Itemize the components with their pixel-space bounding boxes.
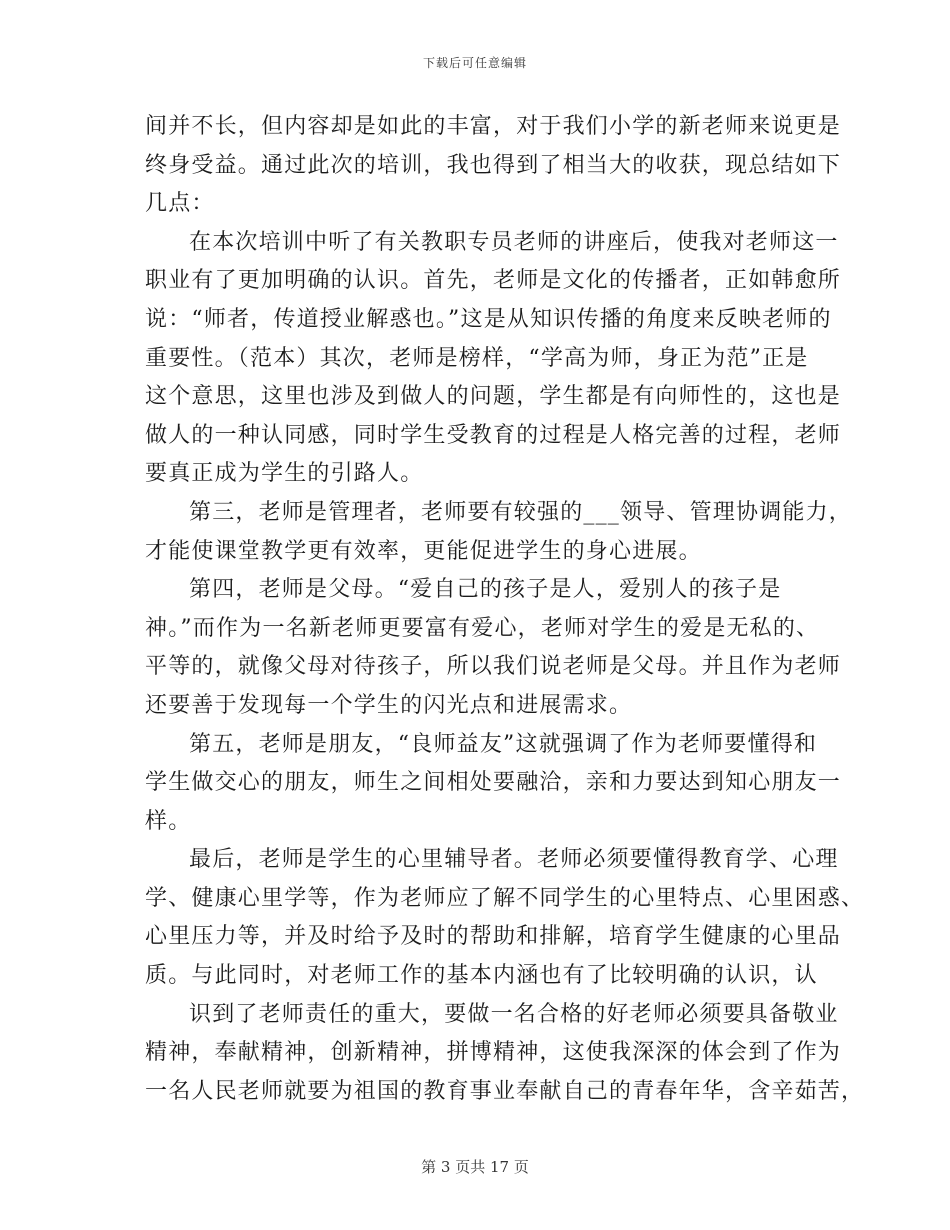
body-line: 重要性。（范本）其次，老师是榜样，“学高为师，身正为范”正是 [145,345,809,371]
body-line: 才能使课堂教学更有效率，更能促进学生的身心进展。 [145,538,702,564]
document-body [145,108,865,1111]
page-header: 下载后可任意编辑 [422,56,527,70]
body-line: 质。与此同时，对老师工作的基本内涵也有了比较明确的认识，认 [145,963,818,989]
paragraph-start-line: 第五，老师是朋友，“良师益友”这就强调了作为老师要懂得和 [189,731,818,757]
body-line: 一名人民老师就要为祖国的教育事业奉献自己的青春年华，含辛茹苦， [145,1078,865,1104]
paragraph-start-line: 识到了老师责任的重大，要做一名合格的好老师必须要具备敬业 [189,1001,839,1027]
paragraph-start-line: 第三，老师是管理者，老师要有较强的___领导、管理协调能力， [189,499,853,525]
body-line: 做人的一种认同感，同时学生受教育的过程是人格完善的过程，老师 [145,422,842,448]
body-line: 说：“师者，传道授业解惑也。”这是从知识传播的角度来反映老师的 [145,306,832,332]
body-line: 学、健康心里学等，作为老师应了解不同学生的心里特点、心里困惑、 [145,885,865,911]
paragraph-start-line: 最后，老师是学生的心里辅导者。老师必须要懂得教育学、心理 [189,847,839,873]
body-line: 神。”而作为一名新老师更要富有爱心，老师对学生的爱是无私的、 [145,615,820,641]
body-line: 职业有了更加明确的认识。首先，老师是文化的传播者，正如韩愈所 [145,268,842,294]
page-number-footer: 第 3 页共 17 页 [421,1158,529,1176]
body-line: 还要善于发现每一个学生的闪光点和进展需求。 [145,692,633,718]
body-line: 平等的，就像父母对待孩子，所以我们说老师是父母。并且作为老师 [145,654,842,680]
body-line: 几点： [145,191,215,217]
body-line: 样。 [145,808,192,834]
body-line: 精神，奉献精神，创新精神，拼博精神，这使我深深的体会到了作为 [145,1040,842,1066]
paragraph-start-line: 第四，老师是父母。“爱自己的孩子是人，爱别人的孩子是 [189,577,782,603]
body-line: 学生做交心的朋友，师生之间相处要融洽，亲和力要达到知心朋友一 [145,770,842,796]
body-line: 要真正成为学生的引路人。 [145,461,424,487]
paragraph-start-line: 在本次培训中听了有关教职专员老师的讲座后，使我对老师这一 [189,229,839,255]
body-line: 终身受益。通过此次的培训，我也得到了相当大的收获，现总结如下 [145,152,842,178]
body-line: 这个意思，这里也涉及到做人的问题，学生都是有向师性的，这也是 [145,384,842,410]
body-line: 心里压力等，并及时给予及时的帮助和排解，培育学生健康的心里品 [145,924,842,950]
body-line: 间并不长，但内容却是如此的丰富，对于我们小学的新老师来说更是 [145,114,842,139]
